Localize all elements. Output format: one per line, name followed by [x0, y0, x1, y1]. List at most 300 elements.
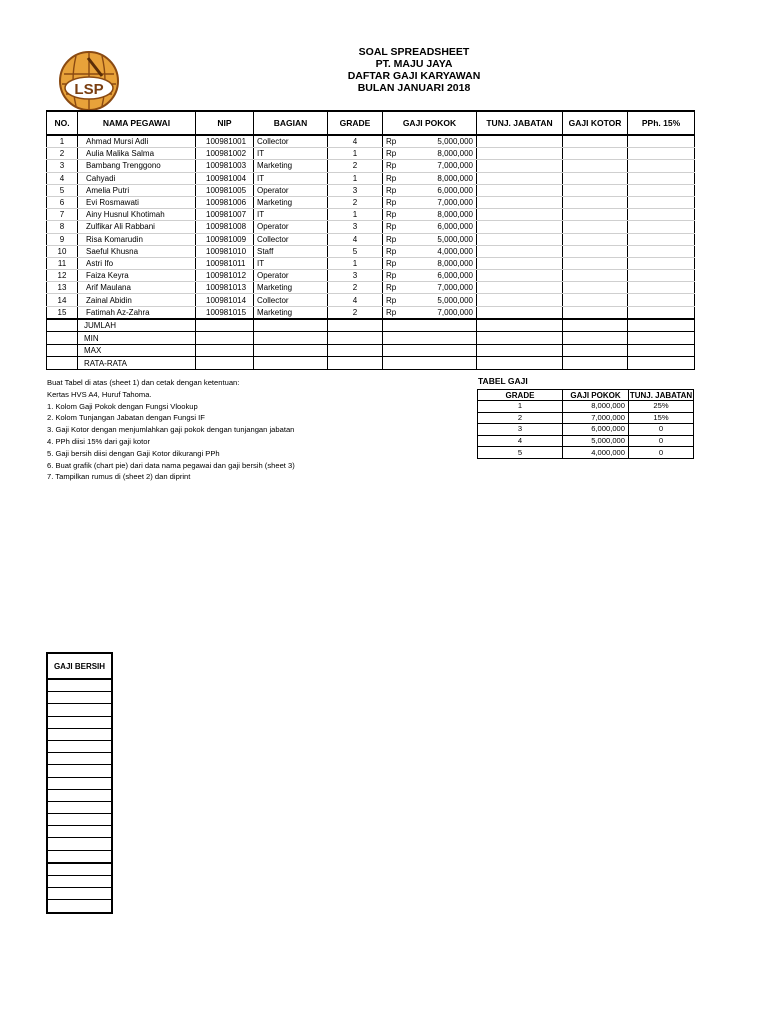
- cell-nip[interactable]: 100981002: [196, 148, 254, 160]
- cell-bagian[interactable]: Marketing: [254, 160, 328, 172]
- cell-pph[interactable]: [628, 282, 695, 294]
- currency-label: Rp: [386, 295, 397, 305]
- cell-grade[interactable]: 1: [328, 172, 383, 184]
- cell-gaji-kotor[interactable]: [563, 209, 628, 221]
- cell-pph[interactable]: [628, 148, 695, 160]
- cell-gaji-kotor[interactable]: [563, 135, 628, 148]
- cell-nip[interactable]: 100981008: [196, 221, 254, 233]
- logo-text: LSP: [74, 81, 104, 98]
- cell-no[interactable]: 7: [47, 209, 78, 221]
- summary-cell[interactable]: [196, 344, 254, 357]
- gaji-bersih-row: [47, 692, 112, 704]
- salary-table: [46, 110, 695, 370]
- cell-grade[interactable]: 2: [328, 306, 383, 319]
- cell-bagian[interactable]: IT: [254, 172, 328, 184]
- tg-cell-gaji[interactable]: 8,000,000: [563, 401, 629, 413]
- cell-grade[interactable]: 2: [328, 160, 383, 172]
- tabel-gaji-row: [478, 412, 694, 424]
- gaji-bersih-cell[interactable]: [47, 728, 112, 740]
- gaji-pokok-value: [386, 185, 473, 196]
- tg-cell-grade[interactable]: 3: [478, 424, 563, 436]
- table-row: [47, 270, 695, 282]
- cell-nip[interactable]: 100981011: [196, 257, 254, 269]
- gaji-bersih-row: [47, 716, 112, 728]
- cell-gaji-kotor[interactable]: [563, 294, 628, 306]
- cell-nama[interactable]: Bambang Trenggono: [78, 160, 196, 172]
- cell-gaji-kotor[interactable]: [563, 148, 628, 160]
- tg-cell-gaji[interactable]: 5,000,000: [563, 435, 629, 447]
- cell-pph[interactable]: [628, 221, 695, 233]
- cell-gaji-pokok[interactable]: [383, 160, 477, 172]
- gaji-bersih-cell[interactable]: [47, 876, 112, 888]
- cell-gaji-kotor[interactable]: [563, 282, 628, 294]
- table-row: [47, 306, 695, 319]
- cell-nip[interactable]: 100981012: [196, 270, 254, 282]
- cell-nama[interactable]: Saeful Khusna: [78, 245, 196, 257]
- cell-gaji-kotor[interactable]: [563, 306, 628, 319]
- cell-nama[interactable]: Arif Maulana: [78, 282, 196, 294]
- gaji-bersih-cell[interactable]: [47, 789, 112, 801]
- cell-gaji-pokok[interactable]: [383, 245, 477, 257]
- cell-gaji-pokok[interactable]: [383, 233, 477, 245]
- cell-nama[interactable]: Fatimah Az-Zahra: [78, 306, 196, 319]
- cell-no[interactable]: 15: [47, 306, 78, 319]
- gaji-bersih-cell[interactable]: [47, 900, 112, 913]
- cell-nip[interactable]: 100981015: [196, 306, 254, 319]
- summary-cell[interactable]: [196, 357, 254, 370]
- gaji-bersih-cell[interactable]: [47, 716, 112, 728]
- cell-grade[interactable]: 2: [328, 196, 383, 208]
- cell-no[interactable]: [47, 332, 78, 345]
- summary-cell[interactable]: [254, 332, 328, 345]
- cell-grade[interactable]: 1: [328, 257, 383, 269]
- cell-gaji-pokok[interactable]: [383, 306, 477, 319]
- col-header-pph[interactable]: PPh. 15%: [628, 111, 695, 135]
- summary-cell[interactable]: [563, 319, 628, 332]
- cell-pph[interactable]: [628, 245, 695, 257]
- summary-cell[interactable]: [254, 344, 328, 357]
- cell-nama[interactable]: Amelia Putri: [78, 184, 196, 196]
- cell-no[interactable]: 8: [47, 221, 78, 233]
- summary-cell[interactable]: [563, 344, 628, 357]
- cell-tunj-jabatan[interactable]: [477, 233, 563, 245]
- cell-pph[interactable]: [628, 209, 695, 221]
- gaji-bersih-row: [47, 789, 112, 801]
- amount-value: 6,000,000: [437, 271, 473, 281]
- tg-cell-gaji[interactable]: 6,000,000: [563, 424, 629, 436]
- gaji-bersih-row: [47, 728, 112, 740]
- cell-tunj-jabatan[interactable]: [477, 196, 563, 208]
- cell-no[interactable]: 10: [47, 245, 78, 257]
- summary-cell[interactable]: [477, 357, 563, 370]
- gaji-bersih-row: [47, 740, 112, 752]
- cell-tunj-jabatan[interactable]: [477, 184, 563, 196]
- table-row: [47, 148, 695, 160]
- cell-bagian[interactable]: Collector: [254, 233, 328, 245]
- summary-cell[interactable]: [383, 344, 477, 357]
- currency-label: Rp: [386, 283, 397, 293]
- header-line-3: DAFTAR GAJI KARYAWAN: [347, 70, 481, 82]
- cell-grade[interactable]: 3: [328, 270, 383, 282]
- gaji-pokok-value: [386, 221, 473, 232]
- tabel-gaji: [477, 389, 694, 459]
- cell-bagian[interactable]: IT: [254, 257, 328, 269]
- tabel-gaji-row: [478, 435, 694, 447]
- cell-nama[interactable]: Ahmad Mursi Adli: [78, 135, 196, 148]
- cell-gaji-pokok[interactable]: [383, 270, 477, 282]
- cell-pph[interactable]: [628, 172, 695, 184]
- cell-tunj-jabatan[interactable]: [477, 135, 563, 148]
- summary-cell[interactable]: [628, 357, 695, 370]
- gaji-bersih-cell[interactable]: [47, 679, 112, 692]
- cell-tunj-jabatan[interactable]: [477, 148, 563, 160]
- cell-bagian[interactable]: Marketing: [254, 282, 328, 294]
- gaji-bersih-row: [47, 814, 112, 826]
- gaji-bersih-table: [46, 652, 113, 914]
- gaji-bersih-cell[interactable]: [47, 838, 112, 850]
- col-header-grade[interactable]: GRADE: [328, 111, 383, 135]
- summary-label[interactable]: JUMLAH: [78, 319, 196, 332]
- gaji-bersih-row: [47, 826, 112, 838]
- summary-cell[interactable]: [563, 357, 628, 370]
- tg-header-grade[interactable]: GRADE: [478, 390, 563, 401]
- cell-tunj-jabatan[interactable]: [477, 245, 563, 257]
- col-header-tunj-jabatan[interactable]: TUNJ. JABATAN: [477, 111, 563, 135]
- summary-cell[interactable]: [628, 319, 695, 332]
- summary-cell[interactable]: [196, 319, 254, 332]
- table-row: [47, 196, 695, 208]
- gaji-pokok-value: [386, 148, 473, 159]
- currency-label: Rp: [386, 173, 397, 183]
- cell-grade[interactable]: 4: [328, 233, 383, 245]
- cell-nama[interactable]: Zulfikar Ali Rabbani: [78, 221, 196, 233]
- gaji-bersih-cell[interactable]: [47, 850, 112, 863]
- gaji-bersih-row: [47, 876, 112, 888]
- summary-label[interactable]: RATA-RATA: [78, 357, 196, 370]
- table-row: [47, 221, 695, 233]
- gaji-pokok-value: [386, 295, 473, 306]
- summary-cell[interactable]: [328, 332, 383, 345]
- cell-gaji-pokok[interactable]: [383, 148, 477, 160]
- cell-pph[interactable]: [628, 233, 695, 245]
- cell-pph[interactable]: [628, 184, 695, 196]
- cell-no[interactable]: 13: [47, 282, 78, 294]
- tg-cell-tunj[interactable]: 0: [629, 424, 694, 436]
- summary-cell[interactable]: [328, 344, 383, 357]
- cell-bagian[interactable]: Marketing: [254, 306, 328, 319]
- cell-no[interactable]: 12: [47, 270, 78, 282]
- amount-value: 7,000,000: [437, 283, 473, 293]
- col-header-nama[interactable]: NAMA PEGAWAI: [78, 111, 196, 135]
- cell-tunj-jabatan[interactable]: [477, 282, 563, 294]
- cell-pph[interactable]: [628, 196, 695, 208]
- currency-label: Rp: [386, 149, 397, 159]
- tabel-gaji-header-row: [478, 390, 694, 401]
- currency-label: Rp: [386, 258, 397, 268]
- cell-nama[interactable]: Risa Komarudin: [78, 233, 196, 245]
- amount-value: 5,000,000: [437, 295, 473, 305]
- cell-grade[interactable]: 3: [328, 184, 383, 196]
- cell-tunj-jabatan[interactable]: [477, 160, 563, 172]
- cell-gaji-pokok[interactable]: [383, 209, 477, 221]
- cell-bagian[interactable]: IT: [254, 148, 328, 160]
- tg-cell-tunj[interactable]: 15%: [629, 412, 694, 424]
- summary-cell[interactable]: [254, 319, 328, 332]
- cell-tunj-jabatan[interactable]: [477, 172, 563, 184]
- amount-value: 7,000,000: [437, 307, 473, 317]
- cell-gaji-pokok[interactable]: [383, 282, 477, 294]
- cell-gaji-pokok[interactable]: [383, 184, 477, 196]
- currency-label: Rp: [386, 161, 397, 171]
- table-row: [47, 172, 695, 184]
- cell-tunj-jabatan[interactable]: [477, 209, 563, 221]
- cell-nip[interactable]: 100981009: [196, 233, 254, 245]
- summary-cell[interactable]: [477, 319, 563, 332]
- cell-gaji-kotor[interactable]: [563, 172, 628, 184]
- summary-cell[interactable]: [477, 344, 563, 357]
- gaji-bersih-row: [47, 900, 112, 913]
- amount-value: 8,000,000: [437, 173, 473, 183]
- gaji-bersih-row: [47, 679, 112, 692]
- gaji-pokok-value: [386, 270, 473, 281]
- cell-nip[interactable]: 100981014: [196, 294, 254, 306]
- amount-value: 8,000,000: [437, 258, 473, 268]
- gaji-bersih-cell[interactable]: [47, 765, 112, 777]
- tg-cell-gaji[interactable]: 7,000,000: [563, 412, 629, 424]
- cell-pph[interactable]: [628, 135, 695, 148]
- cell-nip[interactable]: 100981007: [196, 209, 254, 221]
- cell-gaji-kotor[interactable]: [563, 221, 628, 233]
- gaji-pokok-value: [386, 136, 473, 147]
- currency-label: Rp: [386, 222, 397, 232]
- gaji-bersih-cell[interactable]: [47, 740, 112, 752]
- cell-grade[interactable]: 3: [328, 221, 383, 233]
- summary-cell[interactable]: [328, 357, 383, 370]
- cell-gaji-kotor[interactable]: [563, 270, 628, 282]
- cell-bagian[interactable]: Operator: [254, 221, 328, 233]
- summary-cell[interactable]: [563, 332, 628, 345]
- amount-value: 7,000,000: [437, 161, 473, 171]
- header-line-4: BULAN JANUARI 2018: [357, 82, 471, 94]
- cell-no[interactable]: 11: [47, 257, 78, 269]
- cell-bagian[interactable]: IT: [254, 209, 328, 221]
- cell-gaji-kotor[interactable]: [563, 160, 628, 172]
- col-header-bagian[interactable]: BAGIAN: [254, 111, 328, 135]
- amount-value: 8,000,000: [437, 149, 473, 159]
- gaji-pokok-value: [386, 173, 473, 184]
- tabel-gaji-row: [478, 447, 694, 459]
- cell-bagian[interactable]: Collector: [254, 294, 328, 306]
- cell-bagian[interactable]: Staff: [254, 245, 328, 257]
- currency-label: Rp: [386, 246, 397, 256]
- gaji-bersih-cell[interactable]: [47, 814, 112, 826]
- currency-label: Rp: [386, 198, 397, 208]
- cell-no[interactable]: 1: [47, 135, 78, 148]
- summary-cell[interactable]: [477, 332, 563, 345]
- cell-pph[interactable]: [628, 294, 695, 306]
- summary-cell[interactable]: [383, 332, 477, 345]
- cell-gaji-pokok[interactable]: [383, 221, 477, 233]
- cell-pph[interactable]: [628, 306, 695, 319]
- cell-no[interactable]: [47, 357, 78, 370]
- gaji-pokok-value: [386, 160, 473, 171]
- currency-label: Rp: [386, 234, 397, 244]
- cell-bagian[interactable]: Collector: [254, 135, 328, 148]
- cell-nip[interactable]: 100981006: [196, 196, 254, 208]
- cell-tunj-jabatan[interactable]: [477, 270, 563, 282]
- cell-pph[interactable]: [628, 160, 695, 172]
- tg-cell-tunj[interactable]: 0: [629, 435, 694, 447]
- amount-value: 4,000,000: [437, 246, 473, 256]
- cell-nip[interactable]: 100981003: [196, 160, 254, 172]
- cell-nama[interactable]: Evi Rosmawati: [78, 196, 196, 208]
- gaji-bersih-cell[interactable]: [47, 704, 112, 716]
- cell-gaji-kotor[interactable]: [563, 196, 628, 208]
- cell-nama[interactable]: Cahyadi: [78, 172, 196, 184]
- instruction-line: 5. Gaji bersih diisi dengan Gaji Kotor dikurangi PPh: [47, 448, 220, 458]
- cell-grade[interactable]: 1: [328, 209, 383, 221]
- cell-pph[interactable]: [628, 257, 695, 269]
- tg-cell-grade[interactable]: 4: [478, 435, 563, 447]
- cell-pph[interactable]: [628, 270, 695, 282]
- gaji-bersih-cell[interactable]: [47, 888, 112, 900]
- instruction-line: 7. Tampilkan rumus di (sheet 2) dan diprint: [47, 472, 191, 482]
- gaji-pokok-value: [386, 282, 473, 293]
- cell-nama[interactable]: Zainal Abidin: [78, 294, 196, 306]
- tabel-gaji-row: [478, 424, 694, 436]
- tg-cell-grade[interactable]: 1: [478, 401, 563, 413]
- table-row: [47, 135, 695, 148]
- cell-gaji-pokok[interactable]: [383, 172, 477, 184]
- cell-grade[interactable]: 2: [328, 282, 383, 294]
- col-header-no[interactable]: NO.: [47, 111, 78, 135]
- cell-no[interactable]: [47, 344, 78, 357]
- gaji-bersih-cell[interactable]: [47, 801, 112, 813]
- cell-tunj-jabatan[interactable]: [477, 306, 563, 319]
- col-header-gaji-kotor[interactable]: GAJI KOTOR: [563, 111, 628, 135]
- tg-header-gaji-pokok[interactable]: GAJI POKOK: [563, 390, 629, 401]
- summary-label[interactable]: MAX: [78, 344, 196, 357]
- cell-gaji-pokok[interactable]: [383, 257, 477, 269]
- amount-value: 7,000,000: [437, 198, 473, 208]
- cell-nip[interactable]: 100981013: [196, 282, 254, 294]
- cell-nama[interactable]: Ainy Husnul Khotimah: [78, 209, 196, 221]
- cell-grade[interactable]: 4: [328, 294, 383, 306]
- cell-gaji-pokok[interactable]: [383, 196, 477, 208]
- gaji-bersih-cell[interactable]: [47, 863, 112, 876]
- cell-gaji-pokok[interactable]: [383, 294, 477, 306]
- summary-cell[interactable]: [628, 332, 695, 345]
- cell-gaji-kotor[interactable]: [563, 257, 628, 269]
- gaji-pokok-value: [386, 234, 473, 245]
- cell-no[interactable]: 5: [47, 184, 78, 196]
- currency-label: Rp: [386, 137, 397, 147]
- summary-label[interactable]: MIN: [78, 332, 196, 345]
- cell-grade[interactable]: 1: [328, 148, 383, 160]
- gaji-bersih-header[interactable]: GAJI BERSIH: [47, 653, 112, 679]
- cell-tunj-jabatan[interactable]: [477, 294, 563, 306]
- cell-bagian[interactable]: Operator: [254, 270, 328, 282]
- cell-nama[interactable]: Faiza Keyra: [78, 270, 196, 282]
- cell-nip[interactable]: 100981010: [196, 245, 254, 257]
- cell-bagian[interactable]: Operator: [254, 184, 328, 196]
- gaji-bersih-row: [47, 888, 112, 900]
- summary-row: [47, 332, 695, 345]
- cell-no[interactable]: 4: [47, 172, 78, 184]
- gaji-bersih-row: [47, 801, 112, 813]
- summary-cell[interactable]: [254, 357, 328, 370]
- tg-header-tunj-jabatan[interactable]: TUNJ. JABATAN: [629, 390, 693, 400]
- cell-gaji-kotor[interactable]: [563, 233, 628, 245]
- cell-tunj-jabatan[interactable]: [477, 257, 563, 269]
- summary-cell[interactable]: [328, 319, 383, 332]
- amount-value: 5,000,000: [437, 137, 473, 147]
- summary-cell[interactable]: [383, 319, 477, 332]
- summary-cell[interactable]: [196, 332, 254, 345]
- amount-value: 5,000,000: [437, 234, 473, 244]
- tabel-gaji-title: TABEL GAJI: [478, 376, 528, 386]
- instruction-line: 1. Kolom Gaji Pokok dengan Fungsi Vlookup: [47, 401, 198, 411]
- cell-no[interactable]: 6: [47, 196, 78, 208]
- header-line-2: PT. MAJU JAYA: [375, 58, 453, 70]
- instruction-line: 2. Kolom Tunjangan Jabatan dengan Fungsi IF: [47, 413, 205, 423]
- instruction-line: 4. PPh diisi 15% dari gaji kotor: [47, 436, 150, 446]
- table-row: [47, 294, 695, 306]
- gaji-bersih-cell[interactable]: [47, 692, 112, 704]
- instruction-line: 6. Buat grafik (chart pie) dari data nama pegawai dan gaji bersih (sheet 3): [47, 460, 295, 470]
- summary-cell[interactable]: [628, 344, 695, 357]
- summary-cell[interactable]: [383, 357, 477, 370]
- cell-nama[interactable]: Astri Ifo: [78, 257, 196, 269]
- tg-cell-tunj[interactable]: 0: [629, 447, 694, 459]
- currency-label: Rp: [386, 271, 397, 281]
- tg-cell-gaji[interactable]: 4,000,000: [563, 447, 629, 459]
- cell-no[interactable]: 2: [47, 148, 78, 160]
- cell-no[interactable]: [47, 319, 78, 332]
- cell-gaji-kotor[interactable]: [563, 245, 628, 257]
- gaji-bersih-cell[interactable]: [47, 826, 112, 838]
- cell-bagian[interactable]: Marketing: [254, 196, 328, 208]
- instruction-line: Kertas HVS A4, Huruf Tahoma.: [47, 389, 152, 399]
- gaji-bersih-cell[interactable]: [47, 777, 112, 789]
- cell-no[interactable]: 14: [47, 294, 78, 306]
- tg-cell-tunj[interactable]: 25%: [629, 401, 694, 413]
- table-row: [47, 257, 695, 269]
- cell-nip[interactable]: 100981001: [196, 135, 254, 148]
- cell-no[interactable]: 9: [47, 233, 78, 245]
- col-header-nip[interactable]: NIP: [196, 111, 254, 135]
- tg-cell-grade[interactable]: 2: [478, 412, 563, 424]
- cell-no[interactable]: 3: [47, 160, 78, 172]
- cell-nip[interactable]: 100981004: [196, 172, 254, 184]
- amount-value: 6,000,000: [437, 185, 473, 195]
- cell-gaji-pokok[interactable]: [383, 135, 477, 148]
- col-header-gaji-pokok[interactable]: GAJI POKOK: [383, 111, 477, 135]
- gaji-bersih-row: [47, 777, 112, 789]
- cell-nama[interactable]: Aulia Malika Salma: [78, 148, 196, 160]
- cell-gaji-kotor[interactable]: [563, 184, 628, 196]
- cell-nip[interactable]: 100981005: [196, 184, 254, 196]
- cell-grade[interactable]: 4: [328, 135, 383, 148]
- currency-label: Rp: [386, 210, 397, 220]
- gaji-bersih-row: [47, 704, 112, 716]
- cell-tunj-jabatan[interactable]: [477, 221, 563, 233]
- currency-label: Rp: [386, 307, 397, 317]
- cell-grade[interactable]: 5: [328, 245, 383, 257]
- tg-cell-grade[interactable]: 5: [478, 447, 563, 459]
- amount-value: 8,000,000: [437, 210, 473, 220]
- gaji-bersih-cell[interactable]: [47, 753, 112, 765]
